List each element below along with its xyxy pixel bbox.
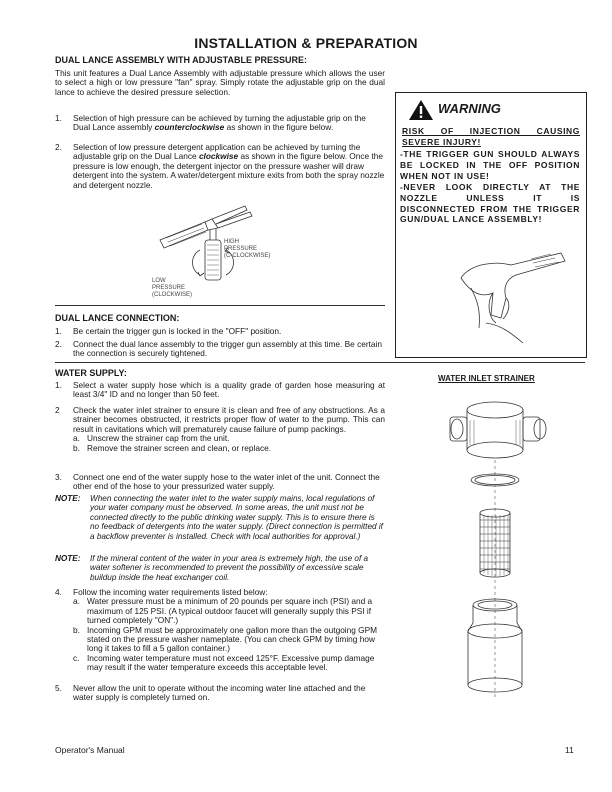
item-number: 4. xyxy=(55,587,62,597)
water-item-4 xyxy=(55,588,385,673)
item-letter: b. xyxy=(73,624,80,635)
note-label: NOTE: xyxy=(55,494,81,503)
item-text: Connect one end of the water supply hose to the water inlet of the unit. Connect the other end of the hose to your pressurized water supply. xyxy=(73,472,380,492)
water-heading: WATER SUPPLY: xyxy=(55,368,127,378)
warning-risk: RISK OF INJECTION CAUSING SEVERE INJURY! xyxy=(402,126,580,147)
item-text: Connect the dual lance assembly to the trigger gun assembly at this time. Be certain the connection is securely tightened. xyxy=(73,339,382,359)
dual-lance-item-2 xyxy=(55,143,385,190)
item-number: 3. xyxy=(55,472,62,482)
strainer-label: WATER INLET STRAINER xyxy=(438,374,535,383)
item-text: Be certain the trigger gun is locked in the "OFF" position. xyxy=(73,326,282,336)
item-text: Follow the incoming water requirements listed below: xyxy=(73,587,268,597)
item-letter: a. xyxy=(73,596,80,607)
trigger-gun-figure xyxy=(451,243,571,348)
dual-lance-figure xyxy=(150,200,290,300)
water-item-1 xyxy=(55,381,385,400)
item-text: Incoming water temperature must not exceed 125°F. Excessive pump damage may result if the water temperature exceeds this acceptable level. xyxy=(87,652,375,673)
item-number: 5. xyxy=(55,683,62,693)
item-text: Remove the strainer screen and clean, or replace. xyxy=(87,442,272,453)
dual-lance-heading: DUAL LANCE ASSEMBLY WITH ADJUSTABLE PRESSURE: xyxy=(55,55,308,65)
item-text: Selection of high pressure can be achieved by turning the adjustable grip on the Dual Lance assembly xyxy=(73,113,366,133)
connection-item-1 xyxy=(55,327,385,336)
item-text: Incoming GPM must be approximately one gallon more than the outgoing GPM stated on the pressure washer nameplate. (You can check GPM by timing how long it takes to fill a 5 gallon container.) xyxy=(87,624,378,654)
item-number: 1. xyxy=(55,326,62,336)
water-note-1 xyxy=(55,494,385,541)
dual-lance-intro: This unit features a Dual Lance Assembly with adjustable pressure which allows the user to select a high or low pressure "fan" spray. Simply rotate the adjustable grip on the dual lance to achieve the desired pressure selection. xyxy=(55,68,385,97)
item-text: Selection of low pressure detergent application can be achieved by turning the adjustable grip on the Dual Lance xyxy=(73,142,361,162)
section-divider xyxy=(55,362,585,363)
fig-low-label-3: (CLOCKWISE) xyxy=(152,292,193,298)
water-item-4b xyxy=(73,626,385,654)
note-label: NOTE: xyxy=(55,554,81,563)
footer-left: Operator's Manual xyxy=(55,745,125,755)
water-inlet-strainer-figure xyxy=(440,395,560,715)
fig-low-label-2: PRESSURE xyxy=(152,285,186,291)
fig-high-label-1: HIGH xyxy=(224,239,239,245)
item-text: Water pressure must be a minimum of 20 pounds per square inch (PSI) and a maximum of 125 PSI. (A typical outdoor faucet will generally supply this PSI if turned completely "ON".) xyxy=(87,596,373,626)
water-item-4c xyxy=(73,654,385,673)
fig-high-label-3: (C-CLOCKWISE) xyxy=(224,253,271,259)
warning-box xyxy=(395,92,587,358)
fig-low-label-1: LOW xyxy=(152,278,166,284)
warning-title: WARNING xyxy=(438,101,501,116)
item-number: 2. xyxy=(55,339,62,349)
item-text: Never allow the unit to operate without the incoming water line attached and the water supply is completely turned on. xyxy=(73,683,366,703)
item-number: 1. xyxy=(55,380,62,390)
connection-heading: DUAL LANCE CONNECTION: xyxy=(55,313,180,323)
item-emphasis: counterclockwise xyxy=(154,122,225,133)
warning-bullet-2: -NEVER LOOK DIRECTLY AT THE NOZZLE UNLESS IT IS DISCONNECTED FROM THE TRIGGER GUN/DUAL LANCE ASSEMBLY! xyxy=(400,182,580,225)
item-text: as shown in the figure below. xyxy=(224,122,334,133)
note-text: When connecting the water inlet to the water supply mains, local regulations of your water company must be observed. In some areas, the unit must not be connected directly to the public drinking water supply. This is to ensure there is no feedback of detergents into the water supply. (Direct connection is permitted if a backflow preventer is installed. Check with local authorities for approval.) xyxy=(90,494,383,541)
item-emphasis: clockwise xyxy=(198,151,239,162)
dual-lance-item-1 xyxy=(55,114,385,133)
page-number: 11 xyxy=(565,745,574,755)
item-text: Unscrew the strainer cap from the unit. xyxy=(87,433,230,444)
item-letter: a. xyxy=(73,433,80,444)
page-title: INSTALLATION & PREPARATION xyxy=(194,35,418,51)
item-letter: b. xyxy=(73,442,80,453)
item-number: 2 xyxy=(55,405,60,415)
water-item-2 xyxy=(55,406,385,453)
item-text: as shown in the figure below. Once the pressure is low enough, the detergent injector on the pressure washer will draw detergent into the system. A water/detergent mixture exits from both the spray nozzle and detergent nozzle. xyxy=(73,151,385,190)
water-note-2 xyxy=(55,554,385,582)
warning-bullet-1: -THE TRIGGER GUN SHOULD ALWAYS BE LOCKED IN THE OFF POSITION WHEN NOT IN USE! xyxy=(400,149,580,181)
warning-icon xyxy=(408,99,434,121)
note-text: If the mineral content of the water in your area is extremely high, the use of a water softener is recommended to prevent the possibility of excessive scale buildup inside the heat exchanger coil. xyxy=(90,554,369,582)
water-item-4a xyxy=(73,597,385,625)
fig-high-label-2: PRESSURE xyxy=(224,246,258,252)
item-text: Select a water supply hose which is a quality grade of garden hose measuring at least 3/4" ID and no longer than 50 feet. xyxy=(73,380,385,400)
water-item-5 xyxy=(55,684,385,703)
water-item-2b xyxy=(73,444,385,453)
water-item-3 xyxy=(55,473,385,492)
item-number: 2. xyxy=(55,142,62,152)
item-number: 1. xyxy=(55,113,62,123)
connection-item-2 xyxy=(55,340,385,359)
section-divider xyxy=(55,305,385,306)
item-letter: c. xyxy=(73,652,80,663)
item-text: Check the water inlet strainer to ensure it is clean and free of any obstructions. As a strainer becomes obstructed, it restricts proper flow of water to the pump. This can result in cavitations which will prematurely cause failure of pump packings. xyxy=(73,405,385,434)
